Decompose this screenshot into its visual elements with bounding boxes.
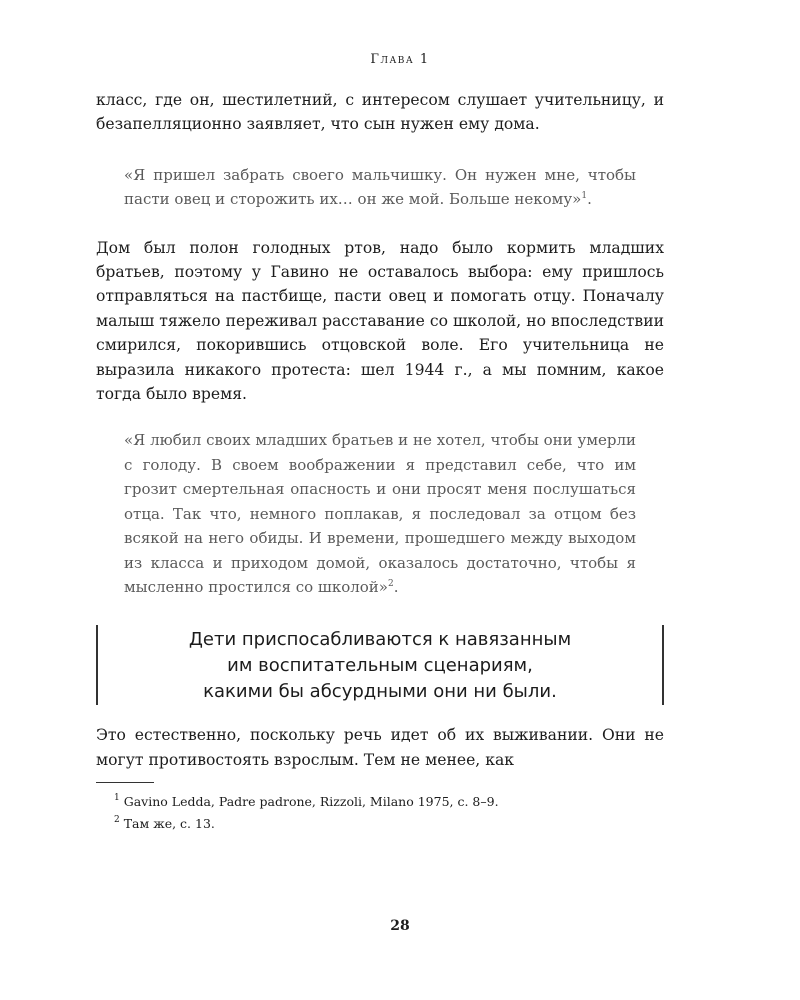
footnote-divider [96, 782, 154, 783]
block-quote-1: «Я пришел забрать своего мальчишку. Он нужен мне, чтобы пасти овец и сторожить их… он же мой. Больше некому»$^1$. [124, 165, 636, 209]
block-quote-1-text: «Я пришел забрать своего мальчишку. Он нужен мне, чтобы пасти овец и сторожить их… он же мой. Больше некому» [124, 165, 636, 209]
pull-quote-left-rule [96, 625, 98, 705]
pull-quote-line-3: какими бы абсурдными они ни были. [203, 681, 557, 703]
pull-quote [96, 623, 664, 709]
page-number: 28 [390, 918, 410, 934]
footnote-2-number: 2 [114, 815, 120, 826]
chapter-header: Глава 1 [370, 52, 430, 67]
footnote-1-text: Gavino Ledda, Padre padrone, Rizzoli, Milano 1975, с. 8–9. [123, 794, 499, 810]
footnote-1-number: 1 [114, 793, 120, 804]
paragraph-3: Это естественно, поскольку речь идет об их выживании. Они не могут противостоять взрослым. Тем не менее, как [96, 726, 664, 769]
footnote-1 [114, 791, 664, 813]
footnote-ref-1[interactable]: 1 [581, 191, 588, 202]
paragraph-2: Дом был полон голодных ртов, надо было кормить младших братьев, поэтому у Гавино не оставалось выбора: ему пришлось отправляться на пастбище, пасти овец и помогать отцу. Поначалу малыш тяжело переживал расставание со школой, но впоследствии смирился, покорившись отцовской воле. Его учительница не выразила никакого протеста: шел 1944 г., а мы помним, какое тогда было время. [96, 238, 664, 404]
page-body [96, 88, 664, 835]
footnote-2-text: Там же, с. 13. [123, 816, 215, 832]
footnote-2 [114, 813, 664, 835]
block-quote-2-text: «Я любил своих младших братьев и не хотел, чтобы они умерли с голоду. В своем воображении я представил себе, что им грозит смертельная опасность и они просят меня послушаться отца. Так что, немного поплакав, я последовал за отцом без всякой на него обиды. И времени, прошедшего между выходом из класса и приходом домой, оказалось достаточно, чтобы я мысленно простился со школой» [124, 431, 636, 596]
paragraph-1: класс, где он, шестилетний, с интересом слушает учительницу, и безапелляционно заявляет, что сын нужен ему дома. [96, 91, 664, 134]
pull-quote-line-1: Дети приспосабливаются к навязанным [188, 629, 572, 651]
pull-quote-right-rule [662, 625, 664, 705]
block-quote-2: «Я любил своих младших братьев и не хотел, чтобы они умерли с голоду. В своем воображении я представил себе, что им грозит смертельная опасность и они просят меня послушаться отца. Так что, немного поплакав, я последовал за отцом без всякой на него обиды. И времени, прошедшего между выходом из класса и приходом домой, оказалось достаточно, чтобы я мысленно простился со школой»$^2$. [124, 431, 636, 596]
pull-quote-line-2: им воспитательным сценариям, [227, 655, 533, 677]
footnote-ref-2[interactable]: 2 [387, 578, 394, 589]
footnotes [96, 791, 664, 835]
